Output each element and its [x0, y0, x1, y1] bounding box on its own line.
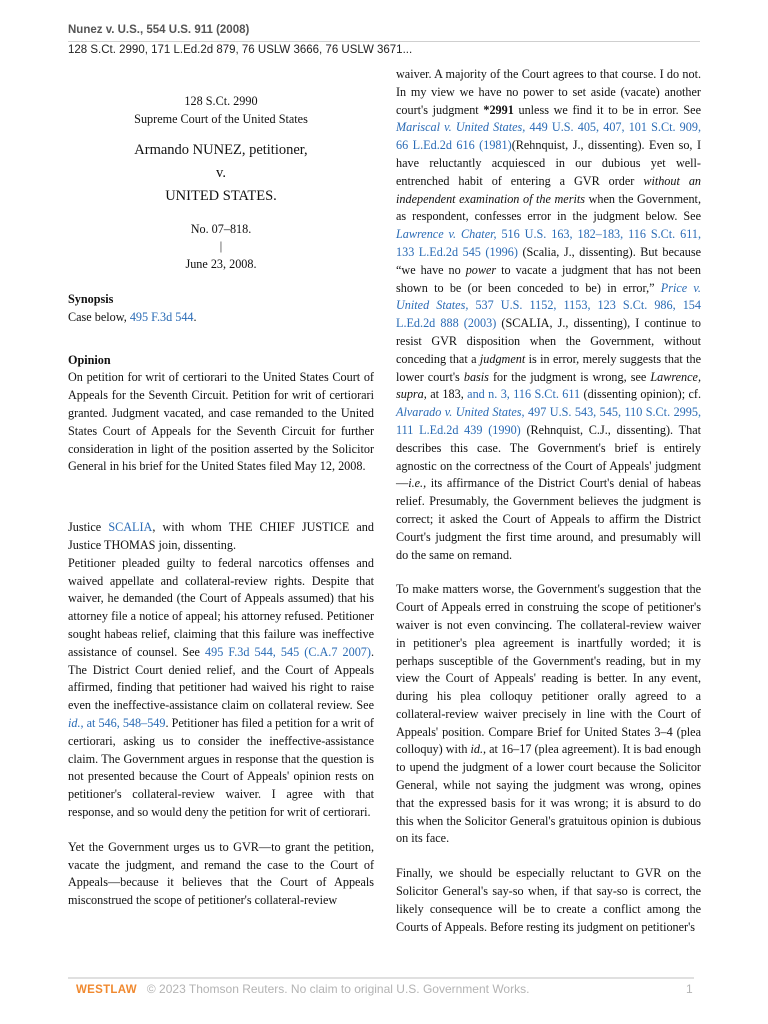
citation-link[interactable]: Lawrence v. Chater, 516 U.S. 163, 182–183, 116 S.Ct. 611, 133 L.Ed.2d 545 (1996): [396, 227, 702, 259]
dissent-paragraph: To make matters worse, the Government's suggestion that the Court of Appeals erred in construing the scope of petitioner's waiver is not even convincing. The collateral-review waiver in petitioner's plea agreement is inartfully worded; it is perhaps susceptible of the Government's reading, but in my view the Court of Appeals' reading is better. In any event, during his plea colloquy petitioner orally agreed to a collateral-review waiver precisely in line with the Court of Appeals' position. Compare Brief for United States 3–4 (plea colloquy) with id., at 16–17 (plea agreement). It is bad enough to upend the judgment of a lower court because the Solicitor General, while not saying the judgment was wrong, opines that the expressed basis for it was wrong; it is absurd to do this when the Solicitor General's gratuitous opinion is dubious on its face.: [396, 582, 701, 846]
case-below-link[interactable]: 495 F.3d 544: [129, 309, 194, 324]
document-title: Nunez v. U.S., 554 U.S. 911 (2008): [68, 24, 250, 36]
synopsis-text: Case below, 495 F.3d 544.: [68, 309, 197, 324]
opinion-text: On petition for writ of certiorari to the United States Court of Appeals for the Seventh Circuit. Petition for writ of certiorari granted. Judgment vacated, and case remanded to the United States Court of Appeals for the Seventh Circuit for further consideration in light of the position asserted by the Solicitor General in his brief for the United States filed May 12, 2008.: [68, 370, 374, 474]
dissent-paragraph: Yet the Government urges us to GVR—to grant the petition, vacate the judgment, and remand the case to the Court of Appeals—because it believes that the Court of Appeals misconstrued the scope of petitioner's collateral-review: [68, 839, 374, 908]
dissent-paragraph: Petitioner pleaded guilty to federal narcotics offenses and waived appellate and collateral-review rights. Despite that waiver, he demanded (the Court of Appeals assumed) that his attorney file a notice of appeal; his attorney refused. Petitioner sought habeas relief, claiming that this failure was ineffective assistance of counsel. See 495 F.3d 544, 545 (C.A.7 2007). The District Court denied relief, and the Court of Appeals affirmed, finding that petitioner had waived his right to raise even the ineffective-assistance claim on collateral review. See id., at 546, 548–549. Petitioner has filed a petition for a writ of certiorari, asking us to consider the ineffective-assistance claim. The Government argues in response that the question is not presented because the Court of Appeals' opinion rests on petitioner's collateral-review waiver. I agree with that response, and so would deny the petition for writ of certiorari.: [68, 555, 374, 819]
page-number: 1: [686, 982, 693, 996]
dissent-intro: Justice SCALIA, with whom THE CHIEF JUSTICE and Justice THOMAS join, dissenting.: [68, 520, 374, 552]
left-column: [68, 66, 374, 910]
dissent-paragraph: waiver. A majority of the Court agrees to that course. I do not. In my view we have no power to set aside (vacate) another court's judgment *2991 unless we find it to be in error. See Mariscal v. United States, 449 U.S. 405, 407, 101 S.Ct. 909, 66 L.Ed.2d 616 (1981)(Rehnquist, J., dissenting). Even so, I have reluctantly acquiesced in our dubious yet well-entrenched habit of entering a GVR order without an independent examination of the merits when the Government, as respondent, confesses error in the judgment below. See Lawrence v. Chater, 516 U.S. 163, 182–183, 116 S.Ct. 611, 133 L.Ed.2d 545 (1996) (Scalia, J., dissenting). But because “we have no power to vacate a judgment that has not been shown to be (or been conceded to be) in error,” Price v. United States, 537 U.S. 1152, 1153, 123 S.Ct. 986, 154 L.Ed.2d 888 (2003) (SCALIA, J., dissenting), I continue to resist GVR disposition when the Government, without conceding that a judgment is in error, merely suggests that the lower court's basis for the judgment is wrong, see Lawrence, supra, at 183, and n. 3, 116 S.Ct. 611 (dissenting opinion); cf. Alvarado v. United States, 497 U.S. 543, 545, 110 S.Ct. 2995, 111 L.Ed.2d 439 (1990) (Rehnquist, C.J., dissenting). That describes this case. The Government's brief is entirely agnostic on the correctness of the Court of Appeals' judgment —i.e., its affirmance of the District Court's denial of habeas relief. Presumably, the Government believes the judgment is correct; it asked the Court of Appeals to affirm the District Court's judgment the first time around, and presumably will do the same on remand.: [396, 67, 702, 562]
citation-link[interactable]: 495 F.3d 544, 545 (C.A.7 2007): [205, 644, 371, 659]
footer-divider: [68, 977, 694, 979]
dissent-paragraph: Finally, we should be especially reluctant to GVR on the Solicitor General's say-so when, if that say-so is correct, the likely consequence will be to create a conflict among the Courts of Appeals. Before resting its judgment on petitioner's: [396, 866, 701, 934]
citation-link[interactable]: Mariscal v. United States, 449 U.S. 405, 407, 101 S.Ct. 909, 66 L.Ed.2d 616 (1981): [396, 120, 702, 153]
citation-line: 128 S.Ct. 2990, 171 L.Ed.2d 879, 76 USLW 3666, 76 USLW 3671...: [68, 44, 413, 56]
scalia-link[interactable]: SCALIA: [108, 520, 153, 535]
reporter-citation: 128 S.Ct. 2990: [184, 94, 258, 108]
caption-separator: |: [219, 239, 223, 254]
citation-link[interactable]: Alvarado v. United States, 497 U.S. 543, 545, 110 S.Ct. 2995, 111 L.Ed.2d 439 (1990): [396, 405, 701, 437]
synopsis-heading: Synopsis: [68, 291, 114, 306]
docket-number: No. 07–818.: [190, 221, 252, 236]
header-divider: [68, 41, 700, 42]
versus: v.: [216, 164, 226, 181]
citation-link[interactable]: Price v. United States, 537 U.S. 1152, 1153, 123 S.Ct. 986, 154 L.Ed.2d 888 (2003): [396, 280, 701, 331]
decision-date: June 23, 2008.: [185, 257, 257, 272]
citation-link[interactable]: id., at 546, 548–549: [68, 715, 166, 730]
opinion-heading: Opinion: [68, 352, 111, 367]
petitioner-name: Armando NUNEZ, petitioner,: [134, 141, 308, 158]
respondent-name: UNITED STATES.: [165, 187, 277, 204]
court-name: Supreme Court of the United States: [134, 111, 308, 126]
westlaw-logo: WESTLAW: [76, 984, 137, 996]
right-column: [396, 66, 701, 936]
footer: [76, 982, 529, 996]
citation-link[interactable]: and n. 3, 116 S.Ct. 611: [467, 387, 581, 402]
star-page: *2991: [483, 102, 514, 117]
copyright-notice: © 2023 Thomson Reuters. No claim to original U.S. Government Works.: [146, 982, 530, 996]
